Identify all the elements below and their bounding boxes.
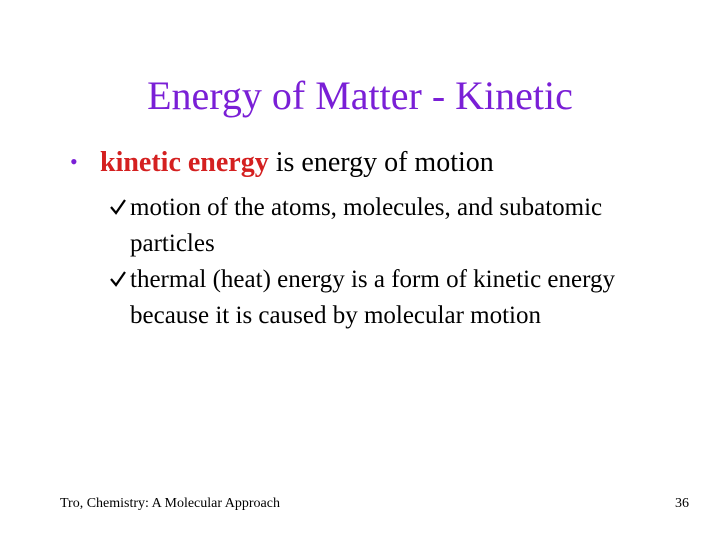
main-bullet-text (100, 145, 494, 181)
page-number: 36 (675, 496, 689, 511)
sub-bullet-item (113, 190, 633, 262)
main-bullet-rest: is energy of motion (268, 147, 494, 178)
term-kinetic-energy: kinetic energy (100, 147, 269, 178)
bullet-dot-icon: • (70, 149, 78, 174)
sub-bullet-text: motion of the atoms, molecules, and subatomic particles (130, 194, 603, 257)
checkmark-icon (109, 262, 129, 298)
checkmark-icon (109, 190, 129, 226)
sub-bullet-text: thermal (heat) energy is a form of kinetic energy because it is caused by molecular motion (130, 266, 615, 329)
sub-bullet-item (113, 262, 633, 334)
slide-title-text: Energy of Matter - Kinetic (147, 73, 573, 118)
slide-title (0, 68, 720, 124)
footer-source: Tro, Chemistry: A Molecular Approach (60, 496, 280, 511)
sub-bullet-list (113, 190, 633, 334)
